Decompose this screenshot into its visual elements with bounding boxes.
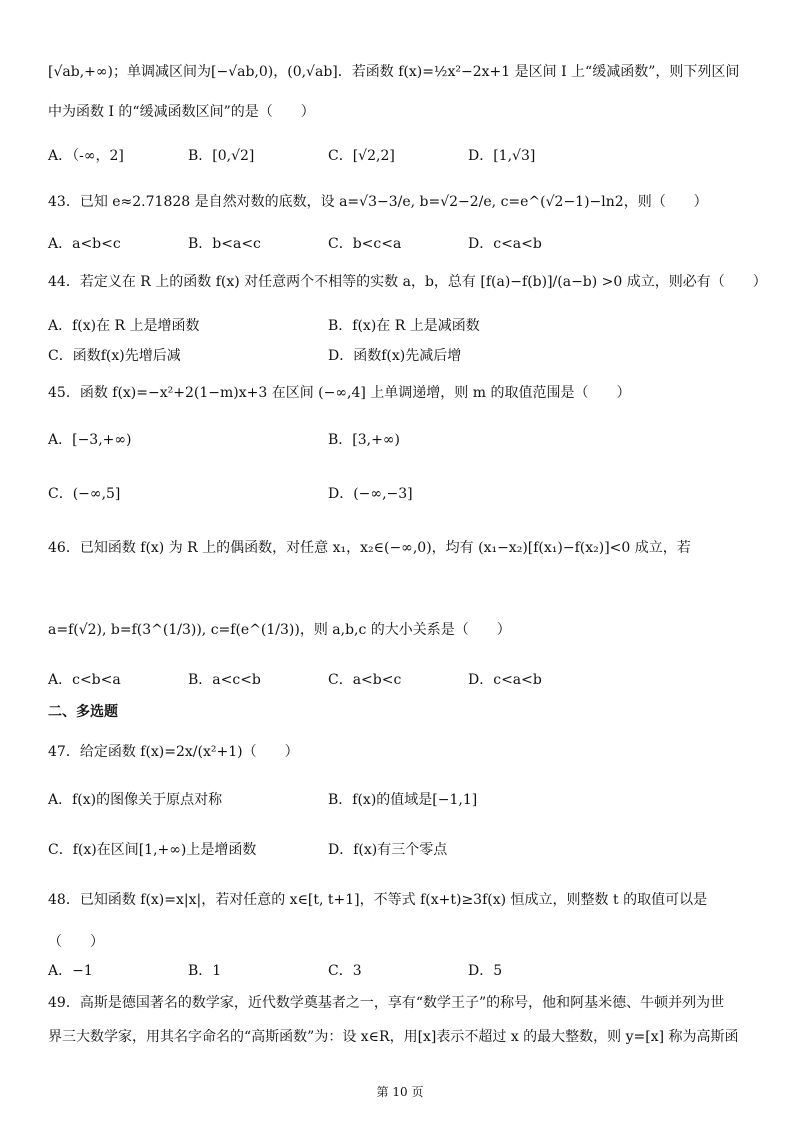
q46-option-b: B．a<c<b — [188, 672, 261, 688]
q44-option-b: B．f(x)在 R 上是减函数 — [328, 318, 480, 334]
q42-option-d: D．[1,√3] — [468, 148, 536, 164]
q48-option-a: A．−1 — [48, 963, 93, 979]
q48-option-d: D．5 — [468, 963, 503, 979]
q44-option-a: A．f(x)在 R 上是增函数 — [48, 318, 200, 334]
q45-option-c: C．(−∞,5] — [48, 486, 121, 502]
question-42-stem-line-2: 中为函数 I 的“缓减函数区间”的是（ ） — [48, 104, 315, 120]
question-45-stem: 45．函数 f(x)=−x²+2(1−m)x+3 在区间 (−∞,4] 上单调递增，则 m 的取值范围是（ ） — [48, 385, 631, 401]
section-heading: 二、多选题 — [48, 704, 118, 720]
question-49-stem-line-1: 49．高斯是德国著名的数学家，近代数学奠基者之一，享有“数学王子”的称号，他和阿基米德、牛顿并列为世 — [48, 995, 725, 1011]
question-44-stem: 44．若定义在 R 上的函数 f(x) 对任意两个不相等的实数 a，b，总有 [f(a)−f(b)]/(a−b) >0 成立，则必有（ ） — [48, 274, 767, 290]
q43-option-a: A．a<b<c — [48, 236, 121, 252]
q47-option-b: B．f(x)的值域是[−1,1] — [328, 792, 478, 808]
q45-option-a: A．[−3,+∞) — [48, 432, 132, 448]
q46-option-c: C．a<b<c — [328, 672, 402, 688]
question-48-stem-line-2: （ ） — [48, 934, 104, 950]
q47-option-a: A．f(x)的图像关于原点对称 — [48, 792, 223, 808]
q45-option-d: D．(−∞,−3] — [328, 486, 413, 502]
question-47-stem: 47．给定函数 f(x)=2x/(x²+1)（ ） — [48, 744, 299, 760]
q46-option-a: A．c<b<a — [48, 672, 121, 688]
q47-option-d: D．f(x)有三个零点 — [328, 842, 448, 858]
q48-option-c: C．3 — [328, 963, 362, 979]
question-43-stem: 43．已知 e≈2.71828 是自然对数的底数，设 a=√3−3/e, b=√2−2/e, c=e^(√2−1)−ln2，则（ ） — [48, 194, 708, 210]
q43-option-c: C．b<c<a — [328, 236, 402, 252]
question-46-stem-line-1: 46．已知函数 f(x) 为 R 上的偶函数，对任意 x₁，x₂∈(−∞,0)，均有 (x₁−x₂)[f(x₁)−f(x₂)]<0 成立，若 — [48, 540, 691, 556]
q42-option-c: C．[√2,2] — [328, 148, 395, 164]
question-42-stem-line-1: [√ab,+∞)；单调减区间为[−√ab,0)，(0,√ab]．若函数 f(x)=½x²−2x+1 是区间 I 上“缓减函数”，则下列区间 — [48, 64, 740, 80]
q44-option-d: D．函数f(x)先减后增 — [328, 348, 462, 364]
question-46-stem-line-2: a=f(√2), b=f(3^(1/3)), c=f(e^(1/3))，则 a,b,c 的大小关系是（ ） — [48, 622, 511, 638]
q43-option-d: D．c<a<b — [468, 236, 542, 252]
q47-option-c: C．f(x)在区间[1,+∞)上是增函数 — [48, 842, 257, 858]
q45-option-b: B．[3,+∞) — [328, 432, 400, 448]
q44-option-c: C．函数f(x)先增后减 — [48, 348, 181, 364]
page-footer: 第 10 页 — [376, 1085, 424, 1099]
q42-option-b: B．[0,√2] — [188, 148, 255, 164]
q43-option-b: B．b<a<c — [188, 236, 261, 252]
q42-option-a: A．（-∞，2] — [48, 148, 124, 164]
q46-option-d: D．c<a<b — [468, 672, 542, 688]
question-48-stem-line-1: 48．已知函数 f(x)=x|x|，若对任意的 x∈[t, t+1]，不等式 f(x+t)≥3f(x) 恒成立，则整数 t 的取值可以是 — [48, 892, 708, 908]
question-49-stem-line-2: 界三大数学家，用其名字命名的“高斯函数”为：设 x∈R，用[x]表示不超过 x 的最大整数，则 y=[x] 称为高斯函 — [48, 1029, 739, 1045]
q48-option-b: B．1 — [188, 963, 222, 979]
